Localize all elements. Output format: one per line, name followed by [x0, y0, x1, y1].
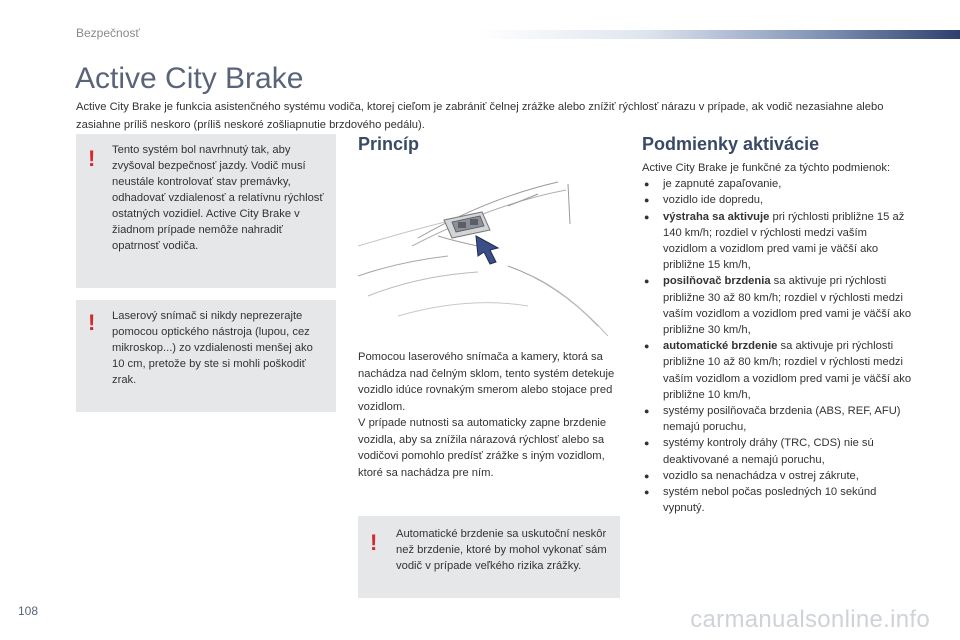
header-gradient-bar: [476, 30, 960, 39]
podmienky-list: [642, 176, 914, 516]
list-item: ● systémy posilňovača brzdenia (ABS, REF, AFU) nemajú poruchu,: [642, 403, 914, 435]
princip-heading: Princíp: [358, 134, 420, 154]
intro-paragraph: Active City Brake je funkcia asistenčného systému vodiča, ktorej cieľom je zabrániť čelnej zrážke alebo znížiť rýchlosť nárazu v prípade, ak vodič nezasiahne alebo zasiahne príliš neskoro (príliš neskoré zošliapnutie brzdového pedálu).: [76, 101, 884, 131]
page-number: 108: [18, 604, 39, 618]
list-item: ● je zapnuté zapaľovanie,: [642, 176, 914, 192]
page-title: Active City Brake: [75, 62, 304, 95]
list-item: ● výstraha sa aktivuje pri rýchlosti približne 15 až 140 km/h; rozdiel v rýchlosti medzi vaším vozidlom a vozidlom pred vami je väčší ako približne 15 km/h,: [642, 209, 914, 274]
warning-box-1: [76, 134, 336, 288]
princip-text: [358, 349, 622, 481]
podmienky-heading: Podmienky aktivácie: [642, 134, 820, 154]
princip-paragraph-1: Pomocou laserového snímača a kamery, ktorá sa nachádza nad čelným sklom, tento systém detekuje vozidlo idúce rovnakým smerom alebo stojace pred vozidlom.: [358, 351, 615, 413]
section-label: Bezpečnosť: [76, 26, 140, 40]
warning-text-2: Laserový snímač si nikdy neprezerajte pomocou optického nástroja (lupou, cez mikroskop...) zo vzdialenosti menšej ako 10 cm, pretože by ste si mohli poškodiť zrak.: [112, 310, 313, 386]
warning-text-1: Tento systém bol navrhnutý tak, aby zvyšoval bezpečnosť jazdy. Vodič musí neustále kontrolovať stav premávky, odhadovať vzdialenosť a relatívnu rýchlosť ostatných vozidiel. Active City Brake v žiadnom prípade nemôže nahradiť opatrnosť vodiča.: [112, 144, 324, 252]
podmienky-lead: Active City Brake je funkčné za týchto podmienok:: [642, 162, 891, 174]
exclamation-warning-icon: !: [370, 530, 378, 555]
exclamation-warning-icon: !: [88, 146, 96, 171]
list-item: ● vozidlo sa nenachádza v ostrej zákrute,: [642, 468, 914, 484]
list-item: ● automatické brzdenie sa aktivuje pri rýchlosti približne 10 až 80 km/h; rozdiel v rýchlosti medzi vaším vozidlom a vozidlom pred vami je väčší ako približne 10 km/h,: [642, 338, 914, 403]
podmienky-column: [642, 160, 914, 516]
exclamation-warning-icon: !: [88, 310, 96, 335]
princip-paragraph-2: V prípade nutnosti sa automaticky zapne brzdenie vozidla, aby sa znížila nárazová rýchlosť alebo sa vodičovi pomohlo predísť zrážke s iným vozidlom, ktoré sa nachádza pre ním.: [358, 417, 607, 479]
list-item: ● systémy kontroly dráhy (TRC, CDS) nie sú deaktivované a nemajú poruchu,: [642, 435, 914, 467]
watermark[interactable]: carmanualsonline.info: [690, 606, 930, 633]
windscreen-sensor-illustration: [358, 176, 620, 336]
list-item: ● systém nebol počas posledných 10 sekúnd vypnutý.: [642, 484, 914, 516]
list-item: ● vozidlo ide dopredu,: [642, 192, 914, 208]
warning-box-3: [358, 516, 620, 598]
warning-box-2: [76, 300, 336, 412]
warning-text-3: Automatické brzdenie sa uskutoční neskôr než brzdenie, ktoré by mohol vykonať sám vodič v prípade veľkého rizika zrážky.: [396, 528, 607, 572]
list-item: ● posilňovač brzdenia sa aktivuje pri rýchlosti približne 30 až 80 km/h; rozdiel v rýchlosti medzi vaším vozidlom a vozidlom pred vami je väčší ako približne 30 km/h,: [642, 273, 914, 338]
